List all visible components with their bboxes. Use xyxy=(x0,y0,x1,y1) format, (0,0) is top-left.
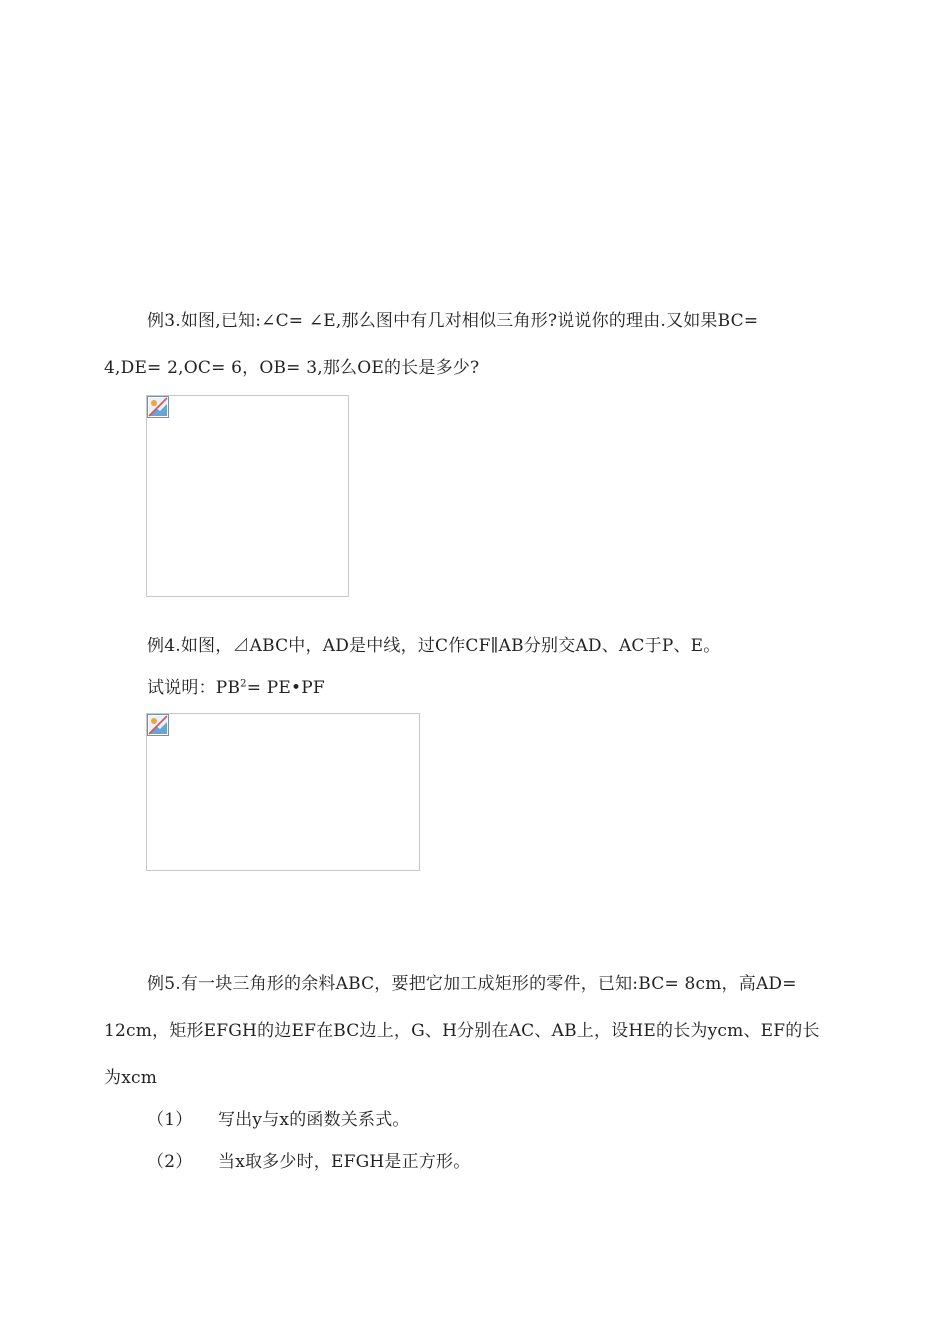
example4-line2 xyxy=(147,676,325,700)
example4-line1: 例4.如图，⊿ABC中，AD是中线，过C作CF∥AB分别交AD、AC于P、E。 xyxy=(147,636,721,656)
example5-q2-number: （2） xyxy=(147,1152,193,1172)
example3-line1: 例3.如图,已知:∠C= ∠E,那么图中有几对相似三角形?说说你的理由.又如果BC= xyxy=(147,311,759,331)
example4-figure xyxy=(146,713,420,871)
example3-figure xyxy=(146,395,349,597)
example5-q1-text: 写出y与x的函数关系式。 xyxy=(218,1110,410,1130)
broken-image-icon xyxy=(147,396,169,418)
example5-line3: 为xcm xyxy=(104,1068,158,1088)
example5-line1: 例5.有一块三角形的余料ABC，要把它加工成矩形的零件，已知:BC= 8cm，高AD= xyxy=(147,974,797,994)
example4-line2-prefix: 试说明：PB xyxy=(147,678,241,698)
example4-line2-sup: 2 xyxy=(240,678,247,690)
example5-q2-text: 当x取多少时，EFGH是正方形。 xyxy=(218,1152,471,1172)
example5-line2: 12cm，矩形EFGH的边EF在BC边上，G、H分别在AC、AB上，设HE的长为ycm、EF的长 xyxy=(104,1021,820,1041)
example3-line2: 4,DE= 2,OC= 6，OB= 3,那么OE的长是多少? xyxy=(104,358,480,378)
example5-q1-number: （1） xyxy=(147,1110,193,1130)
broken-image-icon xyxy=(147,714,169,736)
example4-line2-suffix: = PE•PF xyxy=(246,678,325,698)
